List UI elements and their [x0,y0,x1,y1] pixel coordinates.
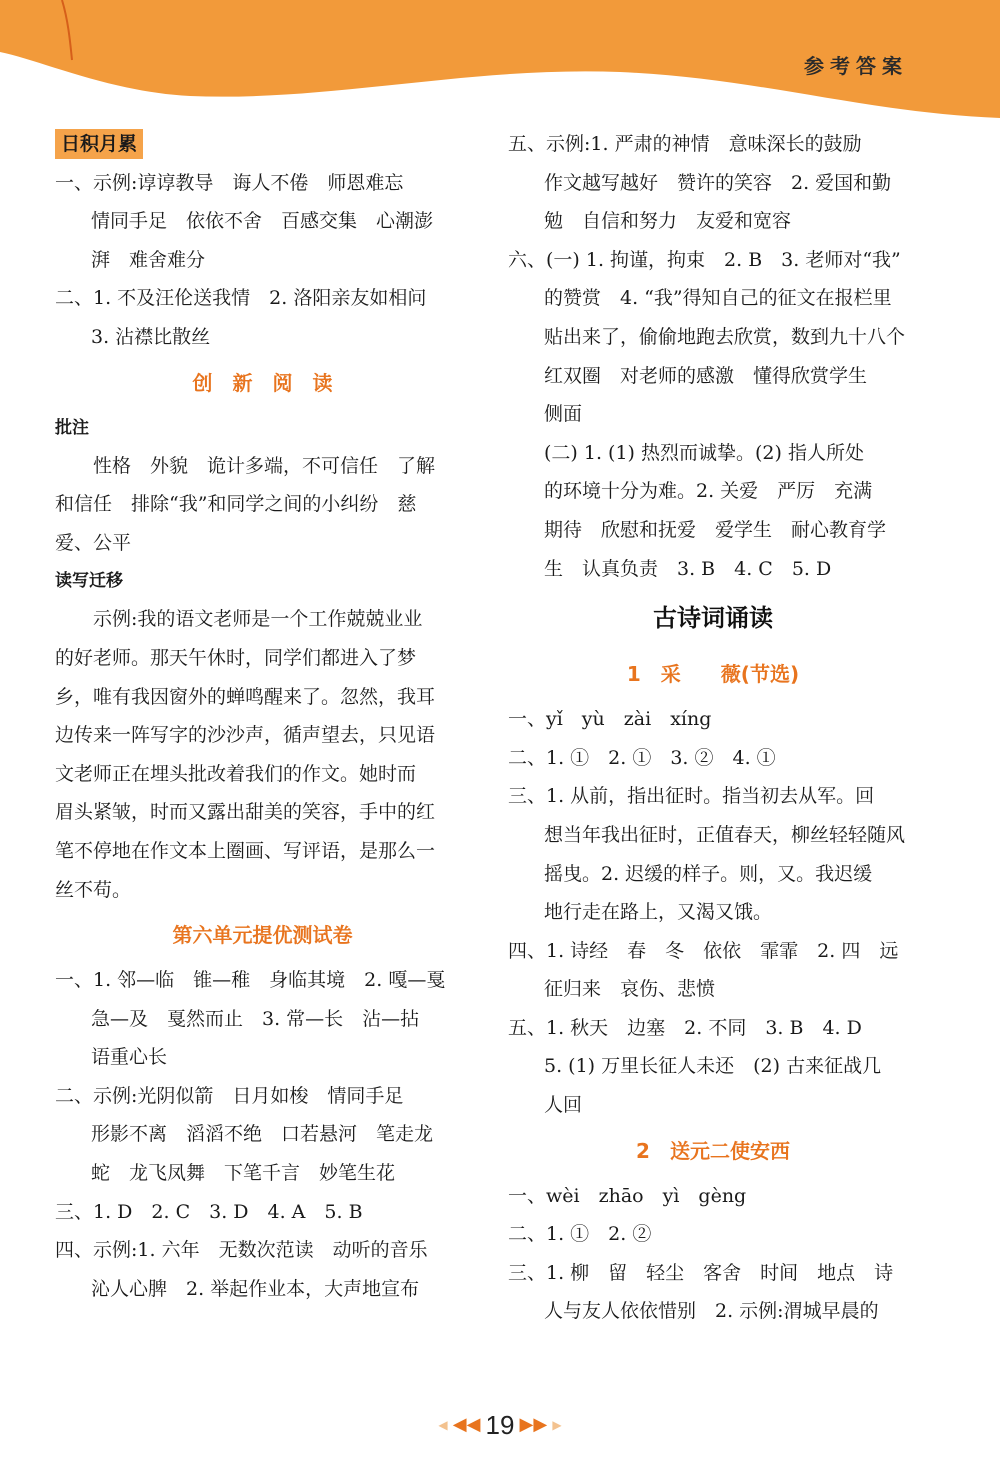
answer-line: 红双圈 对老师的感激 懂得欣赏学生 [544,364,868,387]
answer-line: 的好老师。那天午休时，同学们都进入了梦 [55,646,417,669]
left-arrow-faint-icon: ◀ [438,1418,448,1432]
answer-line: 眉头紧皱，时而又露出甜美的笑容，手中的红 [55,801,436,824]
answer-line: 丝不苟。 [55,878,132,901]
subheading-reading-writing: 读写迁移 [55,571,123,592]
answer-line: 地行走在路上，又渴又饿。 [544,901,773,924]
answer-line: 的环境十分为难。2. 关爱 严厉 充满 [544,480,873,503]
left-column [55,125,470,1308]
answer-line: 情同手足 依依不舍 百感交集 心潮澎 [91,210,434,233]
answer-line: 生 认真负责 3. B 4. C 5. D [544,557,832,580]
answer-line: 和信任 排除“我”和同学之间的小纠纷 慈 [55,493,417,516]
answer-line: 作文越写越好 赞许的笑容 2. 爱国和勤 [544,171,892,194]
answer-line: 二、1. 不及汪伦送我情 2. 洛阳亲友如相问 [55,287,427,310]
right-arrow-faint-icon: ▶ [552,1418,562,1432]
section-heading-innovative-reading: 创 新 阅 读 [192,370,333,395]
page-footer [380,1405,620,1445]
page-header [0,0,1000,130]
poem-title-song-yuaner: 2 送元二使安西 [636,1138,790,1163]
answer-line: 三、1. D 2. C 3. D 4. A 5. B [55,1200,363,1223]
answer-line: 的赞赏 4. “我”得知自己的征文在报栏里 [544,287,892,310]
answer-line: 笔不停地在作文本上圈画、写评语，是那么一 [55,839,436,862]
answer-line: 形影不离 滔滔不绝 口若悬河 笔走龙 [91,1123,434,1146]
answer-line: 四、示例:1. 六年 无数次范读 动听的音乐 [55,1239,428,1262]
answer-line: 五、1. 秋天 边塞 2. 不同 3. B 4. D [508,1016,862,1039]
answer-line: 一、示例:谆谆教导 诲人不倦 师恩难忘 [55,171,404,194]
answer-line: (二) 1. (1) 热烈而诚挚。(2) 指人所处 [544,441,864,464]
answer-line: 勉 自信和努力 友爱和宽容 [544,210,792,233]
answer-line: 3. 沾襟比散丝 [91,325,211,348]
answer-line: 5. (1) 万里长征人未还 (2) 古来征战几 [544,1055,882,1078]
section-tag-rjyl: 日积月累 [55,129,143,159]
answer-line: 侧面 [544,403,583,426]
poem-title-caiwei: 1 采 薇(节选) [626,662,800,687]
answer-line: 四、1. 诗经 春 冬 依依 霏霏 2. 四 远 [508,939,899,962]
answer-line: 性格 外貌 诡计多端，不可信任 了解 [93,454,436,477]
answer-line: 一、wèi zhāo yì gèng [508,1184,747,1207]
answer-line: 二、1. ① 2. ② [508,1223,652,1246]
answer-line: 二、示例:光阴似箭 日月如梭 情同手足 [55,1084,404,1107]
answer-line: 二、1. ① 2. ① 3. ② 4. ① [508,746,776,769]
answer-line: 一、1. 邻—临 锥—稚 身临其境 2. 嘎—戛 [55,969,446,992]
answer-line: 期待 欣慰和抚爱 爱学生 耐心教育学 [544,518,887,541]
answer-line: 三、1. 柳 留 轻尘 客舍 时间 地点 诗 [508,1261,894,1284]
section-heading-unit-six-test: 第六单元提优测试卷 [172,923,353,948]
answer-line: 蛇 龙飞凤舞 下笔千言 妙笔生花 [91,1162,396,1185]
answer-line: 文老师正在埋头批改着我们的作文。她时而 [55,762,417,785]
answer-line: 三、1. 从前，指出征时。指当初去从军。回 [508,785,875,808]
answer-line: 湃 难舍难分 [91,248,206,271]
answer-line: 贴出来了，偷偷地跑去欣赏，数到九十八个 [544,325,906,348]
subheading-annotation: 批注 [55,417,89,438]
answer-line: 语重心长 [91,1046,168,1069]
page-number: 19 [485,1410,515,1440]
right-arrow-icon: ▶▶ [519,1414,548,1435]
section-heading-classical-poems: 古诗词诵读 [653,604,773,633]
answer-line: 摇曳。2. 迟缓的样子。则，又。我迟缓 [544,862,873,885]
answer-line: 急—及 戛然而止 3. 常—长 沾—拈 [91,1007,420,1030]
answer-line: 爱、公平 [55,531,132,554]
answer-line: 一、yǐ yù zài xíng [508,708,712,731]
answer-line: 示例:我的语文老师是一个工作兢兢业业 [93,608,423,631]
answer-line: 边传来一阵写字的沙沙声，循声望去，只见语 [55,724,436,747]
answer-line: 人回 [544,1094,583,1117]
answer-line: 乡，唯有我因窗外的蝉鸣醒来了。忽然，我耳 [55,685,436,708]
answer-line: 五、示例:1. 严肃的神情 意味深长的鼓励 [508,133,862,155]
right-column [508,125,918,1331]
left-arrow-icon: ◀◀ [452,1414,481,1435]
header-title: 参考答案 [804,54,908,78]
answer-line: 人与友人依依惜别 2. 示例:渭城早晨的 [544,1300,879,1323]
answer-line: 想当年我出征时，正值春天，柳丝轻轻随风 [544,823,906,846]
answer-line: 六、(一) 1. 拘谨，拘束 2. B 3. 老师对“我” [508,248,901,271]
answer-line: 沁人心脾 2. 举起作业本，大声地宣布 [91,1277,420,1300]
answer-line: 征归来 哀伤、悲愤 [544,978,716,1001]
